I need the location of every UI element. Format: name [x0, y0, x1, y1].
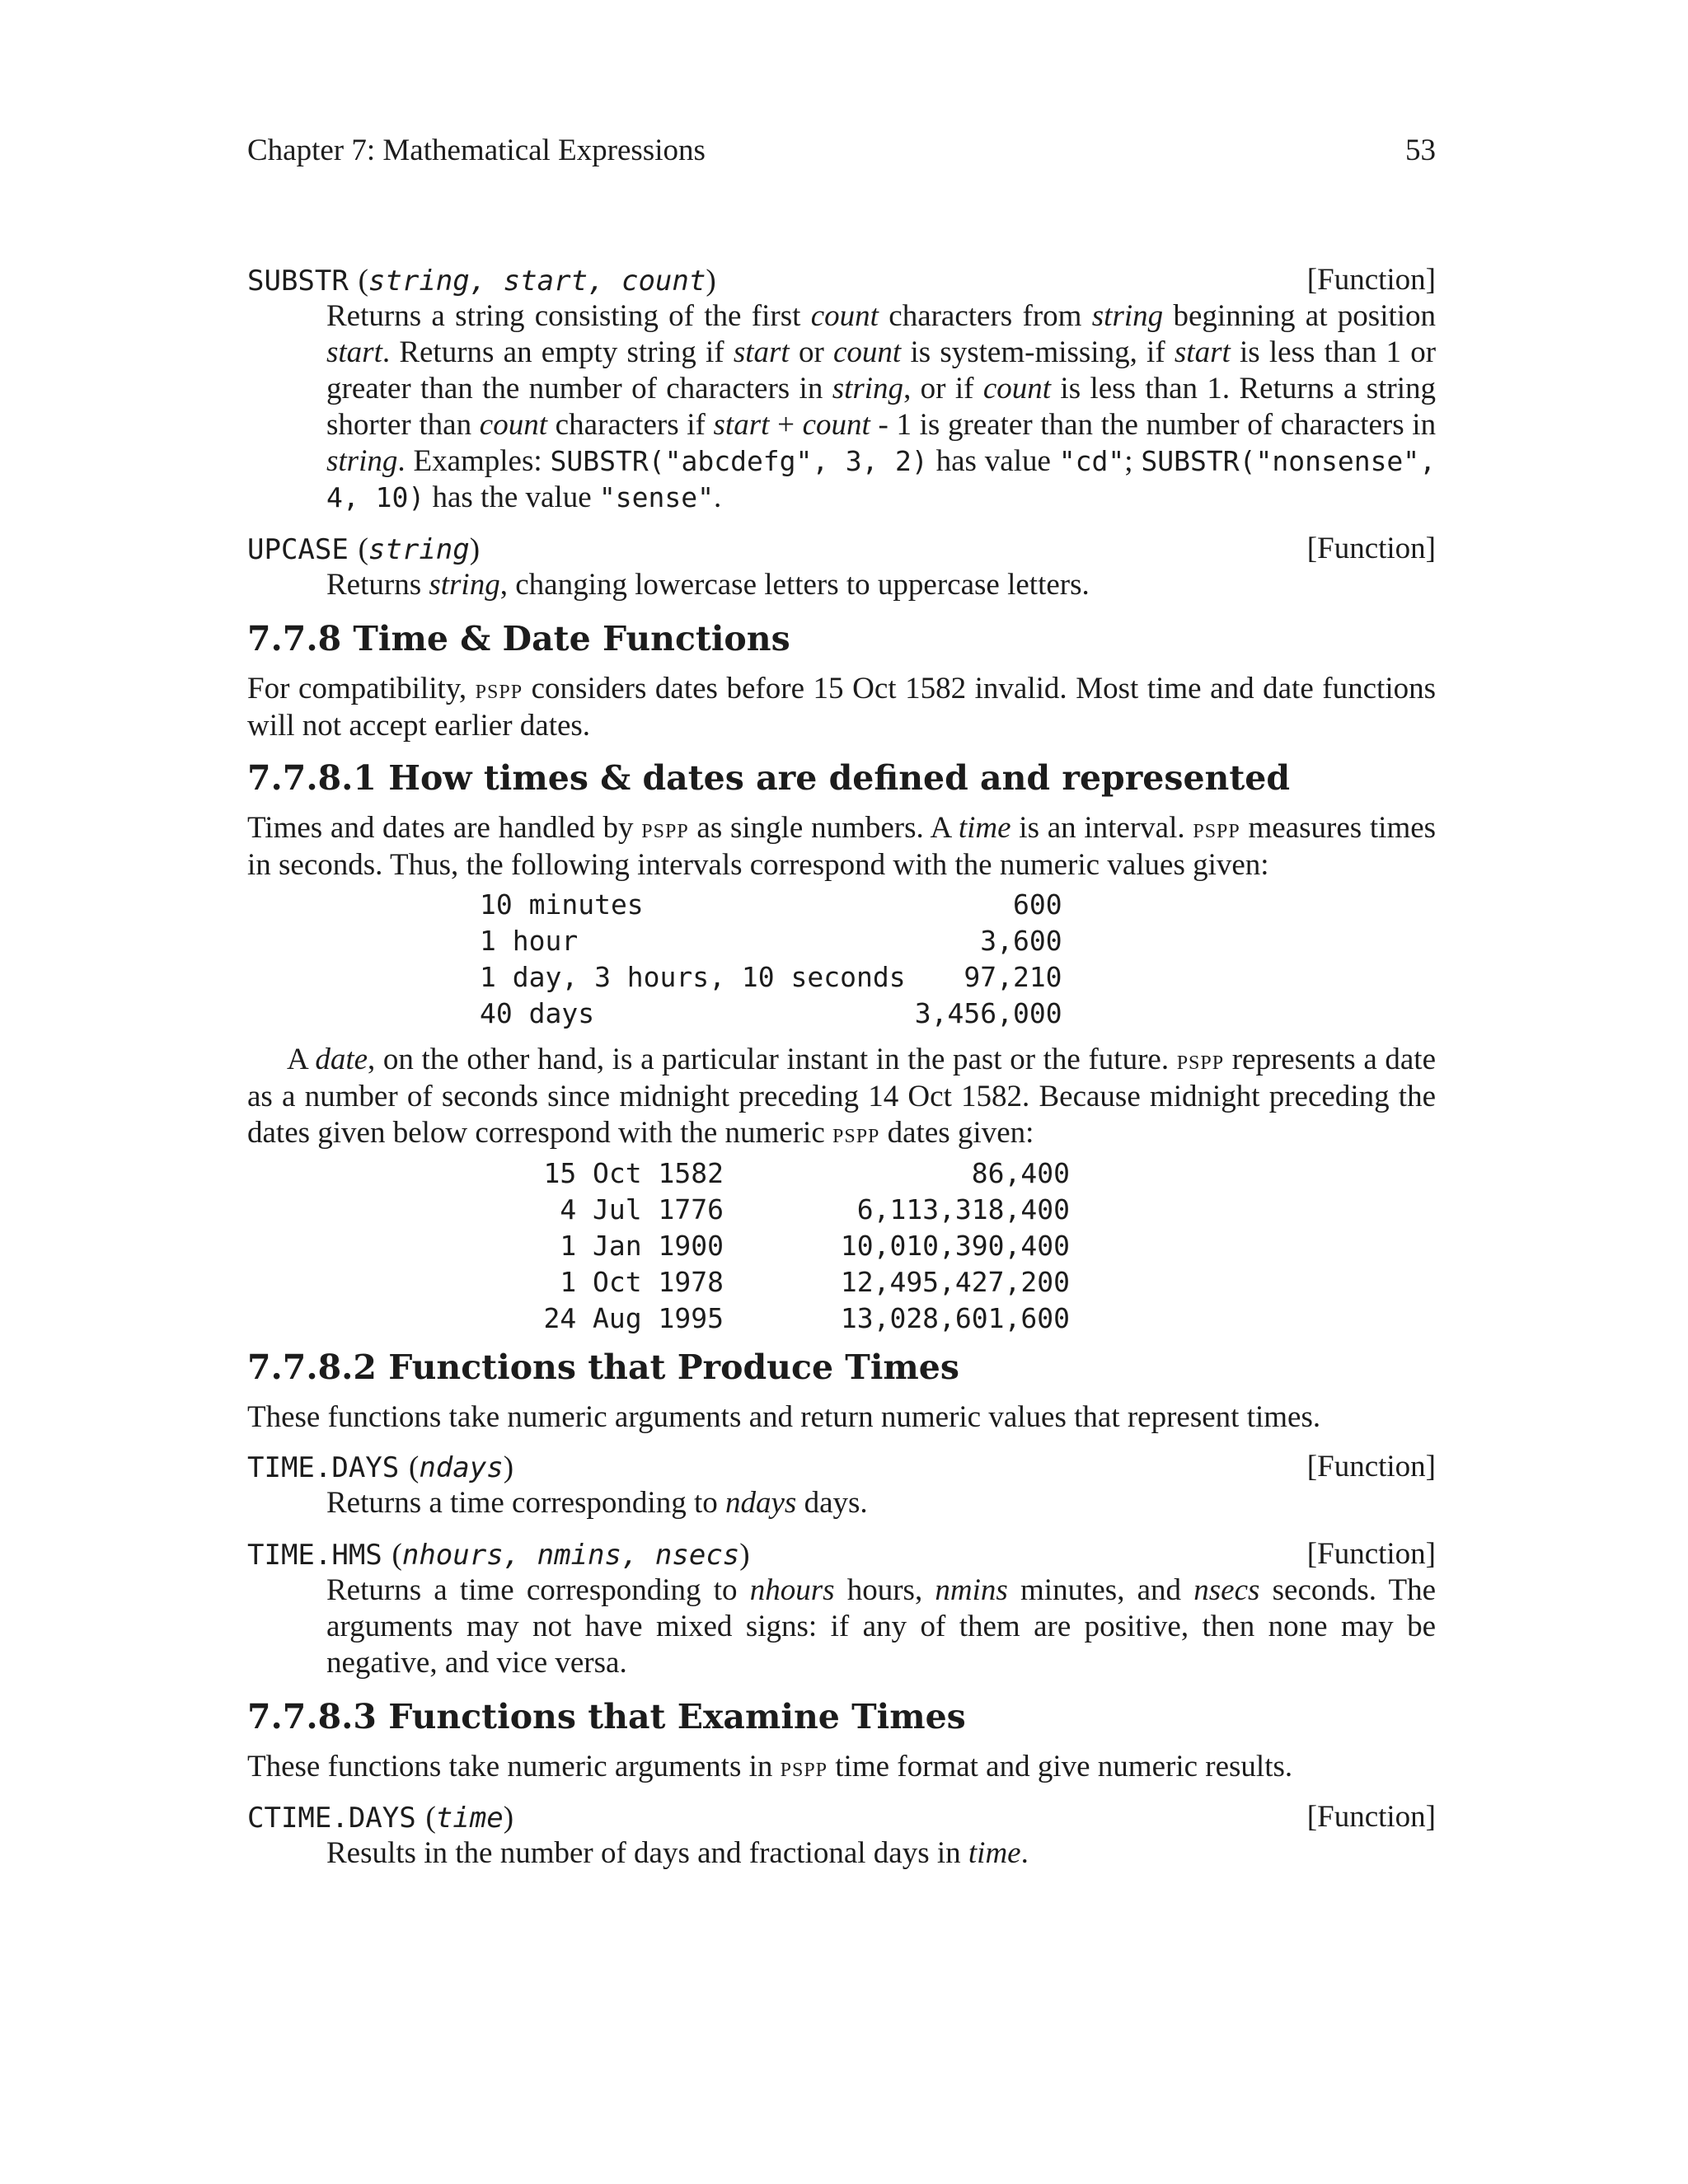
table-row: 1 day, 3 hours, 10 seconds 97,210 [480, 961, 1062, 993]
running-header [247, 130, 1436, 171]
function-kind: [Function] [1306, 263, 1436, 297]
function-args: string, start, count [368, 265, 706, 298]
section-heading-7-7-8: 7.7.8 Time & Date Functions [247, 619, 790, 658]
function-signature: UPCASE (string) [Function] [247, 532, 1436, 566]
function-kind: [Function] [1306, 1800, 1436, 1834]
function-kind: [Function] [1306, 532, 1436, 565]
function-args: string [368, 533, 470, 566]
dates-table [542, 1155, 1070, 1337]
function-name: UPCASE [247, 533, 349, 566]
function-kind: [Function] [1306, 1537, 1436, 1571]
function-kind: [Function] [1306, 1450, 1436, 1483]
example-code: SUBSTR("abcdefg", 3, 2) [550, 445, 928, 477]
paragraph: A date, on the other hand, is a particular instant in the past or the future. pspp represents a date as a number of seconds since midnight preceding 14 Oct 1582. Because midnight preceding the dates given below correspond with the numeric pspp dates given: [247, 1043, 1436, 1150]
table-row: 1 Jan 1900 10,010,390,400 [560, 1230, 1070, 1262]
section-heading-7-7-8-3: 7.7.8.3 Functions that Examine Times [247, 1697, 966, 1736]
table-row: 4 Jul 1776 6,113,318,400 [560, 1193, 1070, 1226]
function-args: time [435, 1802, 504, 1835]
function-name: TIME.HMS [247, 1539, 382, 1572]
function-args: nhours, nmins, nsecs [401, 1539, 740, 1572]
table-row: 1 Oct 1978 12,495,427,200 [560, 1266, 1070, 1298]
paragraph: Times and dates are handled by pspp as single numbers. A time is an interval. pspp measures times in seconds. Thus, the following intervals correspond with the numeric values given: [247, 811, 1437, 882]
function-name: SUBSTR [247, 265, 349, 298]
page-body [247, 262, 1436, 1886]
example-code: SUBSTR("nonsense", 4, 10) [326, 445, 1437, 513]
function-def-time-hms [247, 1536, 1436, 1681]
function-name: TIME.DAYS [247, 1451, 400, 1484]
paragraph: For compatibility, pspp considers dates before 15 Oct 1582 invalid. Most time and date functions will not accept earlier dates. [247, 672, 1437, 743]
paragraph: These functions take numeric arguments in pspp time format and give numeric results. [247, 1750, 1293, 1783]
function-description: Results in the number of days and fractional days in time. [326, 1836, 1029, 1870]
function-name: CTIME.DAYS [247, 1802, 416, 1835]
section-heading-7-7-8-2: 7.7.8.2 Functions that Produce Times [247, 1347, 959, 1387]
function-def-ctime-days [247, 1799, 1436, 1872]
function-description: Returns string, changing lowercase letters to uppercase letters. [326, 568, 1090, 602]
function-signature: CTIME.DAYS (time) [Function] [247, 1800, 1436, 1835]
table-row: 40 days 3,456,000 [480, 997, 1062, 1029]
function-def-substr [247, 262, 1436, 516]
table-row: 24 Aug 1995 13,028,601,600 [543, 1302, 1070, 1334]
function-description: Returns a time corresponding to ndays days. [326, 1486, 868, 1520]
chapter-title: Chapter 7: Mathematical Expressions [247, 134, 706, 167]
page-number: 53 [1405, 134, 1436, 167]
function-description: Returns a string consisting of the first count characters from string beginning at position start. Returns an empty string if start or count is system-missing, if start is less than 1 or greater than the number of characters in string, or if count is less than 1. Returns a string shorter than count characters if start + count - 1 is greater than the number of characters in string. Examples: SUBSTR("abcdefg", 3, 2) has value "cd"; SUBSTR("nonsense", 4, 10) has the value "sense". [326, 299, 1437, 514]
table-row: 1 hour 3,600 [480, 925, 1062, 957]
function-def-upcase [247, 531, 1436, 603]
function-def-time-days [247, 1449, 1436, 1521]
function-signature: TIME.DAYS (ndays) [Function] [247, 1450, 1436, 1484]
document-page [247, 0, 1436, 2184]
table-row: 10 minutes 600 [480, 888, 1062, 921]
times-table [480, 887, 1062, 1032]
section-heading-7-7-8-1: 7.7.8.1 How times & dates are defined and represented [247, 758, 1291, 798]
paragraph: These functions take numeric arguments and return numeric values that represent times. [247, 1400, 1321, 1434]
function-description: Returns a time corresponding to nhours hours, nmins minutes, and nsecs seconds. The arguments may not have mixed signs: if any of them are positive, then none may be negative, and vice versa. [326, 1573, 1437, 1680]
function-signature: SUBSTR (string, start, count) [Function] [247, 263, 1436, 298]
table-row: 15 Oct 1582 86,400 [543, 1157, 1070, 1189]
function-signature: TIME.HMS (nhours, nmins, nsecs) [Function] [247, 1537, 1436, 1572]
function-args: ndays [419, 1451, 504, 1484]
